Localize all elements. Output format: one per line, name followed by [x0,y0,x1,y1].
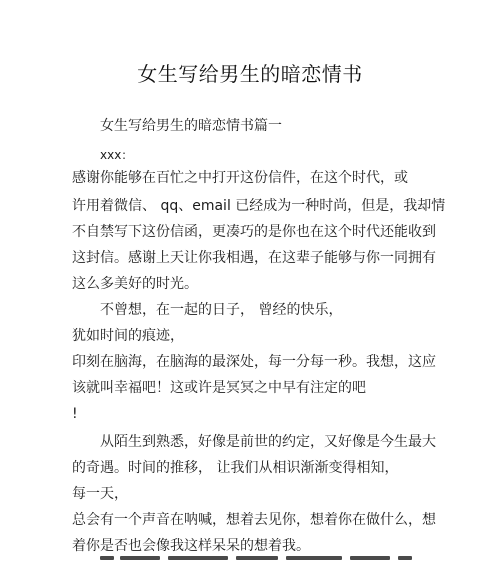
body-line: 不曾想，在一起的日子， 曾经的快乐， [100,302,343,318]
letter-greeting: xxx： [100,148,134,162]
body-line: 许用着微信、 qq、email 已经成为一种时尚，但是，我却情 [72,198,446,214]
body-line: 从陌生到熟悉，好像是前世的约定，又好像是今生最大 [100,434,436,450]
document-title: 女生写给男生的暗恋情书 [137,62,363,86]
body-line: 该就叫幸福吧！这或许是冥冥之中早有注定的吧 [72,380,366,396]
body-line: 这封信。感谢上天让你我相遇，在这辈子能够与你一同拥有 [72,250,436,266]
body-line: 感谢你能够在百忙之中打开这份信件，在这个时代，或 [72,170,408,186]
body-line: 犹如时间的痕迹， [72,328,184,344]
body-line: 总会有一个声音在呐喊，想着去见你，想着你在做什么，想 [72,512,436,528]
body-line: 不自禁写下这份信函，更凑巧的是你也在这个时代还能收到 [72,224,436,240]
body-line: 这么多美好的时光。 [72,276,198,292]
body-line: 的奇遇。时间的推移， 让我们从相识渐渐变得相知， [72,460,399,476]
body-line: ! [72,406,78,422]
document-subtitle: 女生写给男生的暗恋情书篇一 [100,118,282,134]
body-line: 印刻在脑海，在脑海的最深处，每一分每一秒。我想，这应 [72,354,436,370]
body-line: 每一天， [72,486,128,502]
body-line: 着你是否也会像我这样呆呆的想着我。 [72,538,310,554]
cutoff-text-line [0,556,500,566]
